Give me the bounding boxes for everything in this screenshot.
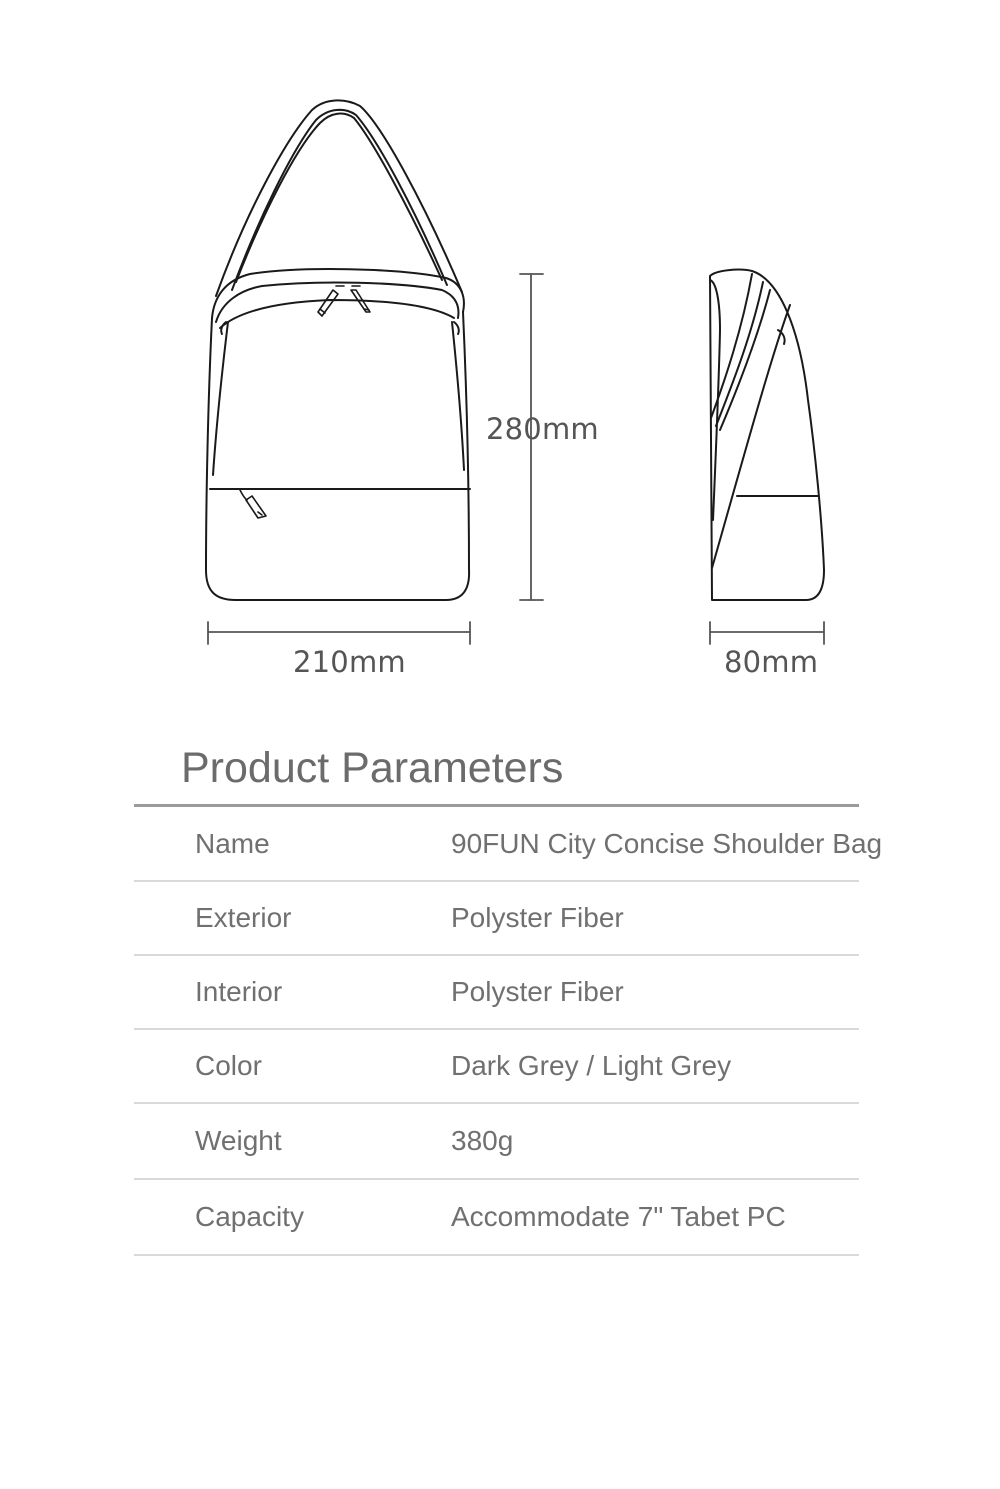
shoulder-strap: [216, 100, 462, 296]
shoulder-strap-inner: [232, 110, 447, 290]
param-value: 380g: [451, 1125, 514, 1156]
param-label: Interior: [195, 976, 283, 1007]
bag-dimension-diagram: [0, 0, 1000, 700]
width-dimension-line: [208, 622, 470, 644]
bag-body: [206, 312, 469, 600]
section-title: Product Parameters: [181, 744, 564, 792]
depth-dimension-line: [710, 622, 824, 644]
param-row-weight: [134, 1104, 859, 1180]
param-label: Color: [195, 1050, 262, 1081]
param-label: Name: [195, 827, 270, 859]
param-value: Polyster Fiber: [451, 976, 624, 1007]
width-dimension-label: 210mm: [293, 645, 406, 679]
bag-side-view: [710, 270, 824, 600]
param-value: Accommodate 7" Tabet PC: [451, 1201, 786, 1232]
param-row-interior: [134, 956, 859, 1030]
param-label: Capacity: [195, 1201, 304, 1232]
param-label: Exterior: [195, 902, 292, 933]
param-value: Polyster Fiber: [451, 902, 624, 933]
bag-front-view: [206, 100, 470, 600]
param-row-name: [134, 807, 883, 882]
product-parameters-table: [134, 807, 883, 1256]
param-row-exterior: [134, 882, 859, 956]
depth-dimension-label: 80mm: [724, 645, 819, 679]
height-dimension-label: 280mm: [486, 412, 599, 446]
param-row-capacity: [134, 1180, 859, 1256]
param-label: Weight: [195, 1125, 282, 1156]
pocket-zipper-pull: [240, 490, 266, 518]
side-body-outline: [710, 270, 824, 600]
param-value: Dark Grey / Light Grey: [451, 1050, 732, 1081]
param-row-color: [134, 1030, 859, 1104]
param-value: 90FUN City Concise Shoulder Bag: [451, 827, 883, 859]
